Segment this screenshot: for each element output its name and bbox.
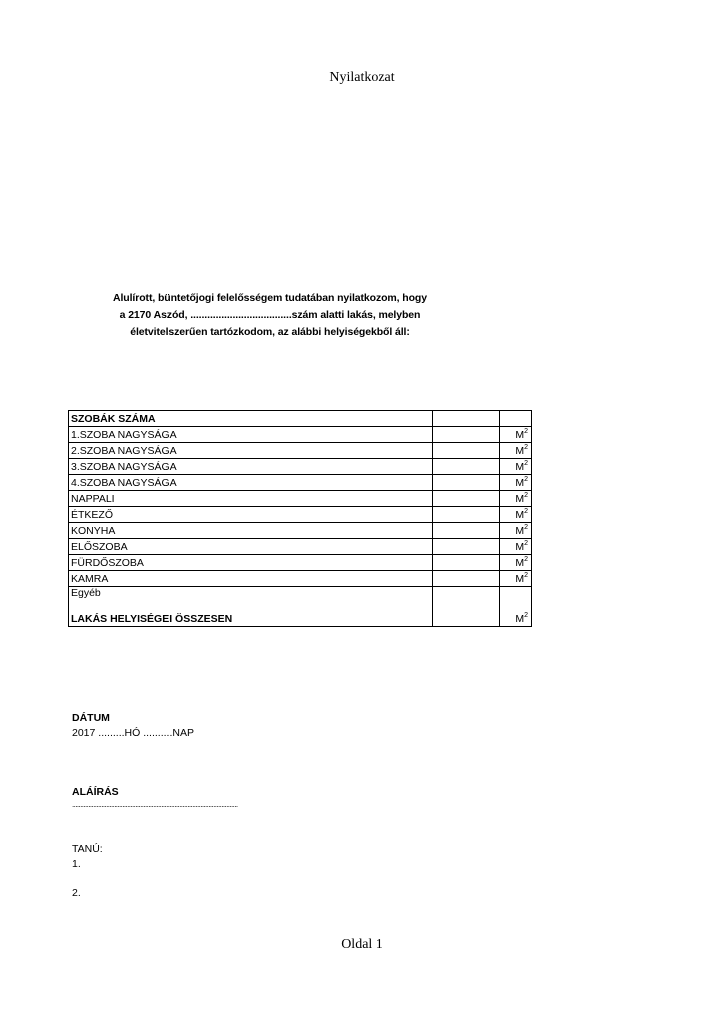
witness-label: TANÚ: (72, 843, 103, 855)
table-row (69, 475, 532, 491)
unit-superscript: 2 (524, 539, 528, 547)
room-size-value[interactable] (432, 491, 499, 507)
room-label: 1.SZOBA NAGYSÁGA (69, 427, 433, 443)
table-row-total (69, 600, 532, 627)
page-number: Oldal 1 (341, 937, 383, 952)
room-label: 3.SZOBA NAGYSÁGA (69, 459, 433, 475)
table-row (69, 443, 532, 459)
signature-label: ALÁÍRÁS (72, 786, 119, 798)
unit-superscript: 2 (524, 571, 528, 579)
table-row (69, 539, 532, 555)
room-label: ÉTKEZŐ (69, 507, 433, 523)
room-size-unit (499, 539, 531, 555)
table-row (69, 491, 532, 507)
witness-1[interactable]: 1. (72, 858, 81, 870)
intro-line-3: életvitelszerűen tartózkodom, az alábbi helyiségekből áll: (130, 326, 410, 338)
unit-m: M (515, 429, 525, 441)
room-size-value[interactable] (432, 523, 499, 539)
unit-m: M (515, 461, 525, 473)
unit-m: M (515, 509, 525, 521)
unit-m: M (515, 557, 525, 569)
room-label: KAMRA (69, 571, 433, 587)
unit-m: M (515, 477, 525, 489)
total-label: LAKÁS HELYISÉGEI ÖSSZESEN (69, 600, 433, 627)
room-label: 2.SZOBA NAGYSÁGA (69, 443, 433, 459)
room-size-value[interactable] (432, 571, 499, 587)
room-size-value[interactable] (432, 507, 499, 523)
other-label: Egyéb (69, 587, 433, 601)
room-size-value[interactable] (432, 459, 499, 475)
room-label: FÜRDŐSZOBA (69, 555, 433, 571)
room-size-unit (499, 523, 531, 539)
rooms-count-label: SZOBÁK SZÁMA (69, 411, 433, 427)
date-field[interactable]: 2017 .........HÓ ..........NAP (72, 727, 194, 739)
room-label: 4.SZOBA NAGYSÁGA (69, 475, 433, 491)
total-value[interactable] (432, 600, 499, 627)
room-size-unit (499, 507, 531, 523)
room-label: ELŐSZOBA (69, 539, 433, 555)
room-size-unit (499, 427, 531, 443)
unit-superscript: 2 (524, 523, 528, 531)
table-row (69, 555, 532, 571)
unit-superscript: 2 (524, 475, 528, 483)
room-size-unit (499, 571, 531, 587)
room-size-unit (499, 459, 531, 475)
table-row-other (69, 587, 532, 601)
room-size-unit (499, 555, 531, 571)
unit-superscript: 2 (524, 427, 528, 435)
unit-superscript: 2 (524, 459, 528, 467)
room-size-unit (499, 443, 531, 459)
room-size-value[interactable] (432, 539, 499, 555)
table-row (69, 571, 532, 587)
room-label: KONYHA (69, 523, 433, 539)
other-unit (499, 587, 531, 601)
table-row (69, 427, 532, 443)
unit-m: M (515, 525, 525, 537)
intro-line-2: a 2170 Aszód, ....................................szám alatti lakás, melyben (119, 309, 421, 321)
intro-line-1: Alulírott, büntetőjogi felelősségem tudatában nyilatkozom, hogy (113, 292, 427, 304)
unit-superscript: 2 (524, 555, 528, 563)
table-row (69, 523, 532, 539)
table-header-row (69, 411, 532, 427)
room-size-value[interactable] (432, 555, 499, 571)
room-rows (69, 427, 532, 587)
total-unit (499, 600, 531, 627)
rooms-count-unit (499, 411, 531, 427)
room-size-value[interactable] (432, 427, 499, 443)
unit-superscript: 2 (524, 443, 528, 451)
unit-m: M (515, 445, 525, 457)
unit-m: M (515, 493, 525, 505)
date-label: DÁTUM (72, 712, 110, 724)
signature-line[interactable]: ...................................................................................................... (72, 800, 238, 809)
unit-m: M (515, 573, 525, 585)
room-size-value[interactable] (432, 475, 499, 491)
room-size-unit (499, 491, 531, 507)
rooms-count-value[interactable] (432, 411, 499, 427)
unit-superscript: 2 (524, 507, 528, 515)
unit-m: M (515, 613, 525, 625)
witness-2[interactable]: 2. (72, 887, 81, 899)
unit-superscript: 2 (524, 491, 528, 499)
table-row (69, 459, 532, 475)
intro-paragraph (70, 290, 470, 341)
table-row (69, 507, 532, 523)
other-value[interactable] (432, 587, 499, 601)
document-title: Nyilatkozat (329, 70, 395, 85)
unit-superscript: 2 (524, 611, 528, 619)
unit-m: M (515, 541, 525, 553)
room-size-value[interactable] (432, 443, 499, 459)
rooms-table (68, 410, 532, 627)
room-size-unit (499, 475, 531, 491)
room-label: NAPPALI (69, 491, 433, 507)
